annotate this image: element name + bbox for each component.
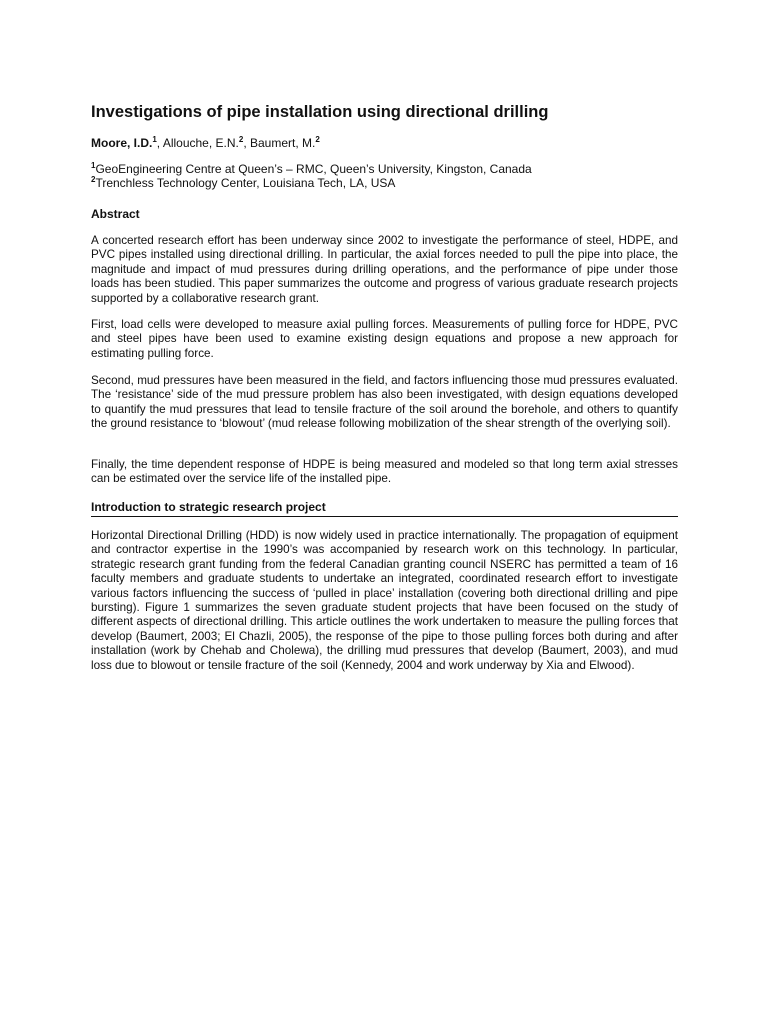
- affiliation-text: GeoEngineering Centre at Queen’s – RMC, Queen’s University, Kingston, Canada: [95, 162, 532, 176]
- paper-title: Investigations of pipe installation using directional drilling: [91, 103, 549, 121]
- author-separator: ,: [243, 136, 250, 150]
- intro-paragraph: Horizontal Directional Drilling (HDD) is now widely used in practice internationally. The propagation of equipment and contractor expertise in the 1990’s was accompanied by research work on this technology. In particular, strategic research grant funding from the federal Canadian granting council NSERC has permitted a team of 16 faculty members and graduate students to undertake an integrated, coordinated research effort to investigate various factors influencing the success of ‘pulled in place’ installation (covering both directional drilling and pipe bursting). Figure 1 summarizes the seven graduate student projects that have been focused on the study of different aspects of directional drilling. This article outlines the work undertaken to measure the pulling forces that develop (Baumert, 2003; El Chazli, 2005), the response of the pipe to those pulling forces both during and after installation (work by Chehab and Cholewa), the drilling mud pressures that develop (Baumert, 2003), and mud loss due to blowout or tensile fracture of the soil (Kennedy, 2004 and work underway by Xia and Elwood).: [91, 529, 678, 672]
- affiliation-marker: 1: [91, 161, 96, 170]
- affiliation-item: [91, 176, 678, 190]
- abstract-paragraph: Second, mud pressures have been measured in the field, and factors influencing those mud pressures evaluated. The ‘resistance’ side of the mud pressure problem has also been investigated, with design equations developed to quantify the mud pressures that lead to tensile fracture of the soil around the borehole, and others to quantify the ground resistance to ‘blowout’ (mud release following mobilization of the shear strength of the overlying soil).: [91, 374, 678, 431]
- author-affiliation-marker: 2: [238, 135, 244, 144]
- affiliation-item: [91, 162, 678, 176]
- author-separator: ,: [156, 136, 163, 150]
- author-name: Moore, I.D.: [91, 136, 153, 150]
- author-list: [91, 135, 678, 151]
- abstract-paragraph: Finally, the time dependent response of HDPE is being measured and modeled so that long term axial stresses can be estimated over the service life of the installed pipe.: [91, 458, 678, 486]
- affiliation-list: [91, 162, 678, 190]
- author-affiliation-marker: 2: [315, 135, 320, 144]
- affiliation-text: Trenchless Technology Center, Louisiana Tech, LA, USA: [95, 176, 396, 190]
- author-name: Baumert, M.: [249, 136, 316, 150]
- author-name: Allouche, E.N.: [162, 136, 239, 150]
- author-affiliation-marker: 1: [152, 135, 157, 144]
- intro-section-heading: Introduction to strategic research project: [91, 499, 678, 517]
- abstract-heading: Abstract: [91, 207, 140, 221]
- abstract-paragraph: First, load cells were developed to measure axial pulling forces. Measurements of pulling force for HDPE, PVC and steel pipes have been used to examine existing design equations and propose a new approach for estimating pulling force.: [91, 318, 678, 360]
- abstract-paragraph: A concerted research effort has been underway since 2002 to investigate the performance of steel, HDPE, and PVC pipes installed using directional drilling. In particular, the axial forces needed to pull the pipe into place, the magnitude and impact of mud pressures during drilling operations, and the performance of pipe under those loads has been studied. This paper summarizes the outcome and progress of various graduate research projects supported by a collaborative research grant.: [91, 234, 678, 305]
- affiliation-marker: 2: [91, 175, 96, 184]
